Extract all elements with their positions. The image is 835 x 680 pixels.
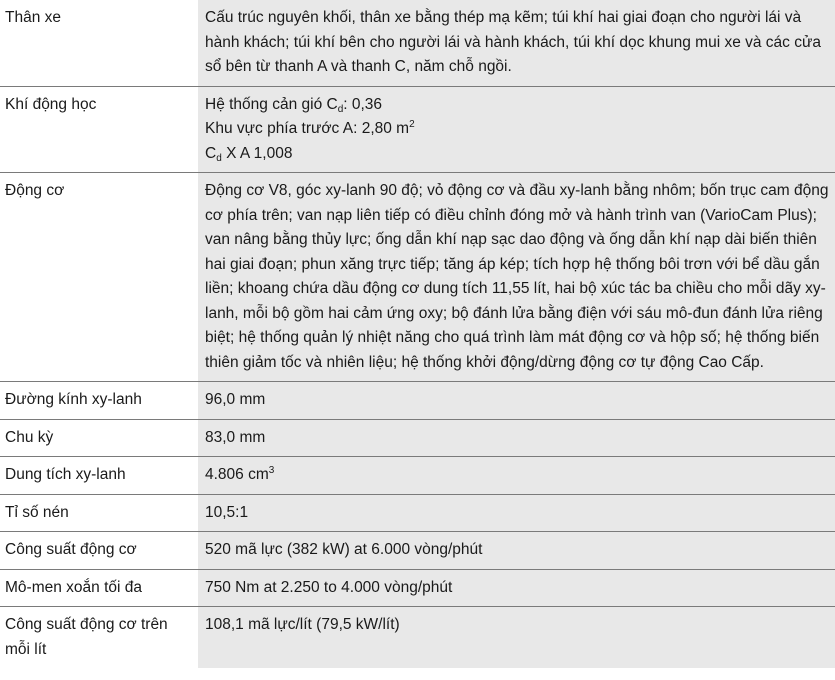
spec-value [198, 382, 835, 420]
spec-value-line: Cấu trúc nguyên khối, thân xe bằng thép mạ kẽm; túi khí hai giai đoạn cho người lái và hành khách; túi khí bên cho người lái và hành khách, túi khí dọc khung mui xe và các cửa sổ bên từ thanh A và thanh C, năm chỗ ngồi. [205, 9, 821, 75]
spec-value [198, 494, 835, 532]
spec-value-line: 108,1 mã lực/lít (79,5 kW/lít) [205, 616, 400, 633]
spec-label: Công suất động cơ [0, 532, 198, 570]
spec-value-line: 10,5:1 [205, 503, 249, 521]
spec-row-dung-tich [0, 457, 835, 495]
spec-value-line: Động cơ V8, góc xy-lanh 90 độ; vỏ động cơ và đầu xy-lanh bằng nhôm; bốn trục cam động cơ phía trên; van nạp liên tiếp có điều chỉnh đóng mở và hành trình van (VarioCam Plus); van nâng bằng thủy lực; ống dẫn khí nạp sạc dao động và ống dẫn khí nạp dài biến thiên hai giai đoạn; phun xăng trực tiếp; tăng áp kép; tích hợp hệ thống bôi trơn với bể dầu gắn liền; khoang chứa dầu động cơ dung tích 11,55 lít, hai bộ xúc tác ba chiều cho mỗi dãy xy-lanh, mỗi bộ gồm hai cảm ứng oxy; bộ đánh lửa bằng điện với sáu mô-đun đánh lửa riêng biệt; hệ thống quản lý nhiệt năng cho quá trình làm mát động cơ và hộp số; hệ thống biến thiên giảm tốc và nhiên liệu; hệ thống khởi động/dừng động cơ tự động Cao Cấp. [205, 182, 829, 371]
spec-value-line: Hệ thống cản gió $C_d$: 0,36 [205, 95, 383, 115]
spec-row-than-xe [0, 0, 835, 86]
spec-label: Mô-men xoắn tối đa [0, 569, 198, 607]
spec-row-dong-co [0, 173, 835, 382]
spec-value [198, 86, 835, 173]
spec-label: Thân xe [0, 0, 198, 86]
spec-value-line: 96,0 mm [205, 391, 266, 408]
spec-label: Tỉ số nén [0, 494, 198, 532]
spec-value [198, 0, 835, 86]
spec-label: Chu kỳ [0, 419, 198, 457]
spec-value [198, 173, 835, 382]
spec-row-mo-men-xoan [0, 569, 835, 607]
spec-label: Động cơ [0, 173, 198, 382]
spec-value [198, 607, 835, 669]
spec-row-cong-suat [0, 532, 835, 570]
spec-row-chu-ky [0, 419, 835, 457]
spec-row-duong-kinh [0, 382, 835, 420]
spec-value-line: 750 Nm at 2.250 to 4.000 vòng/phút [205, 578, 453, 596]
spec-value-line: 4.806 $cm^3$ [205, 465, 275, 483]
spec-row-khi-dong-hoc [0, 86, 835, 173]
spec-value-line: 520 mã lực (382 kW) at 6.000 vòng/phút [205, 541, 483, 558]
spec-value-line: 83,0 mm [205, 428, 266, 446]
spec-label: Khí động học [0, 86, 198, 173]
spec-value-line: $C_d$ X A 1,008 [205, 144, 293, 164]
spec-label: Đường kính xy-lanh [0, 382, 198, 420]
spec-label: Dung tích xy-lanh [0, 457, 198, 495]
spec-value [198, 532, 835, 570]
spec-label: Công suất động cơ trên mỗi lít [0, 607, 198, 669]
spec-value [198, 457, 835, 495]
spec-row-cong-suat-moi-lit [0, 607, 835, 669]
spec-value-line: Khu vực phía trước A: 2,80 $m^2$ [205, 119, 415, 137]
spec-value [198, 419, 835, 457]
spec-value [198, 569, 835, 607]
spec-row-ti-so-nen [0, 494, 835, 532]
